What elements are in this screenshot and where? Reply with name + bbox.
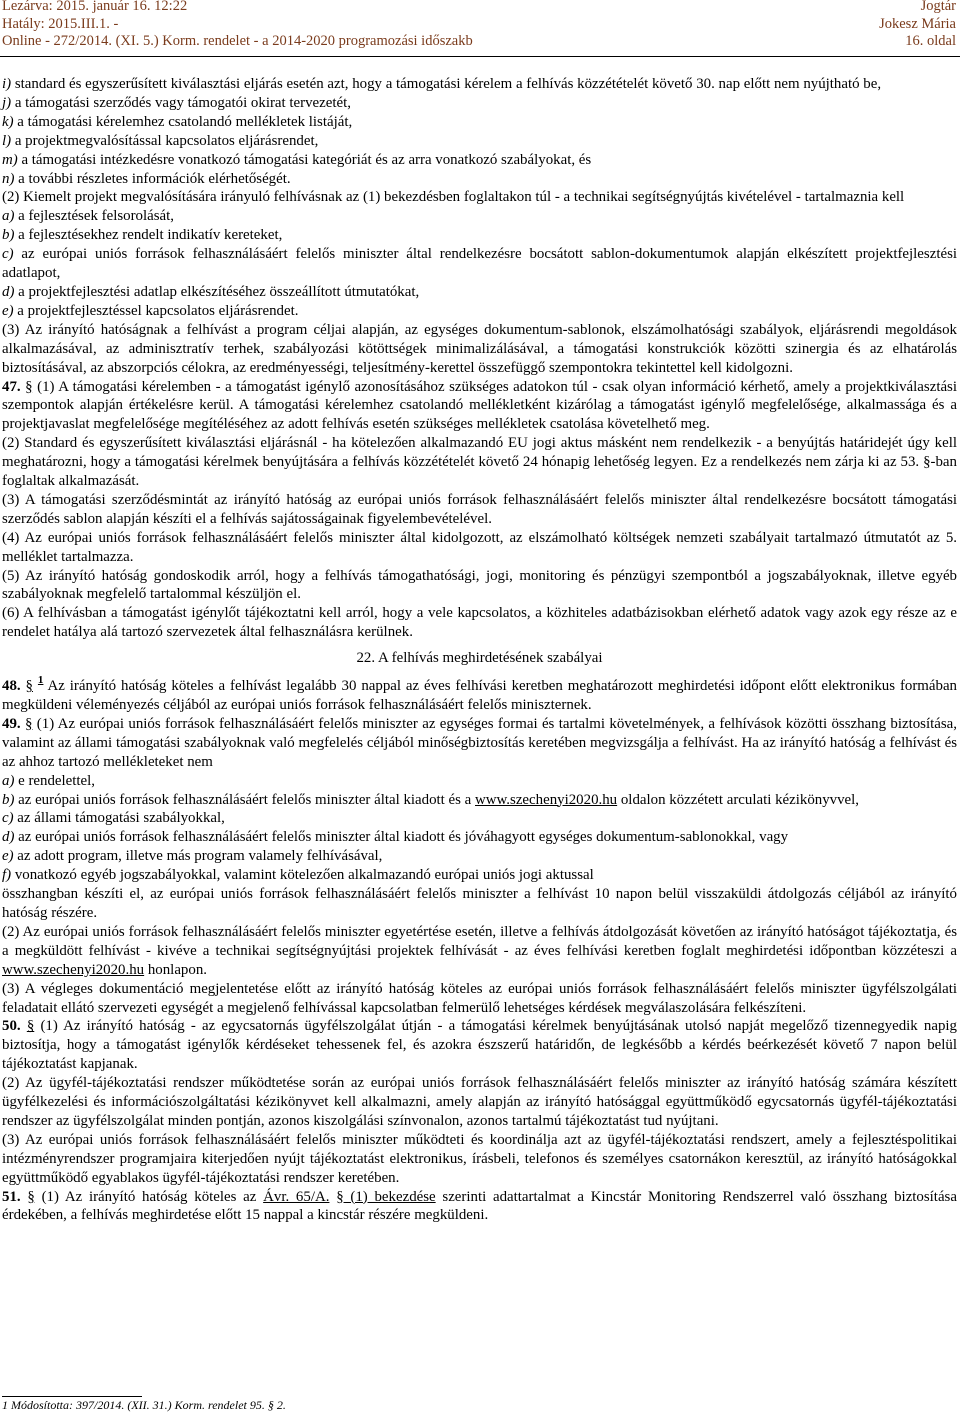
list-item-k [2,113,957,132]
header-meta-left [2,0,473,51]
footnote-divider [2,1396,142,1397]
list-item-i [2,75,957,94]
item-label: c) [2,246,14,263]
item-text: az európai uniós források felhasználásáért felelős miniszter által rendelkezésre bocsátott sablon-dokumentumok alapján elkészített projektfejlesztési adatlapot, [2,246,957,282]
section-symbol-link[interactable]: § [24,715,33,732]
list-item-c [2,809,957,828]
section-symbol-link[interactable]: § [25,378,33,395]
section-50-1 [2,1017,957,1074]
section-heading-22: 22. A felhívás meghirdetésének szabályai [356,650,603,667]
item-text: az európai uniós források felhasználásáért felelős miniszter által kiadott és jóváhagyott egységes dokumentum-sablonokkal, vagy [14,829,789,846]
section-text: szerinti adattartalmat a Kincstár Monitoring Rendszerrel való összhang biztosítása érdekében, a felhívás meghirdetése előtt 15 nappal a kincstár részére megküldeni. [2,1188,957,1224]
item-label: d) [2,829,15,846]
paragraph-49-2 [2,923,957,980]
section-symbol-link[interactable]: § [26,1018,35,1035]
law-reference-link[interactable]: § (1) bekezdése [336,1188,436,1205]
item-label: j) [2,94,12,111]
list-item-d [2,283,957,302]
list-item-f [2,866,957,885]
list-item-a [2,772,957,791]
item-label: a) [2,772,15,789]
section-text: Az irányító hatóság köteles a felhívást legalább 30 nappal az éves felhívási keretben meghatározott meghirdetési időpont előtt elektronikus formában megküldeni véleményezés céljából az európai uniós források felhasználásáért felelős miniszternek. [2,678,958,713]
paragraph-50-2: (2) Az ügyfél-tájékoztatási rendszer működtetése során az európai uniós források felhasználásáért felelős miniszter az irányító hatóság számára készített ügyfélkezelési és információszolgáltatási kézikönyvet kell alkalmazni, amely alapján az irányító hatósággal együttműködő egycsatornás ügyfél-tájékoztatási rendszer az ügyfélszolgálat minden pontján, azonos kiszolgálási színvonalon, azonos tartalmú tájékoztatást tud nyújtani. [2,1075,957,1129]
item-label: b) [2,791,15,808]
item-label: n) [2,170,15,187]
section-symbol-link[interactable]: § [25,678,33,695]
item-text: a projektfejlesztéssel kapcsolatos eljárásrendet. [13,302,299,319]
header-document-title: Online - 272/2014. (XI. 5.) Korm. rendelet - a 2014-2020 programozási időszakb [2,33,473,49]
section-number: 49. [2,715,21,732]
item-label: f) [2,867,12,884]
list-item-n [2,170,957,189]
website-link[interactable]: www.szechenyi2020.hu [475,791,618,808]
paragraph-49-3: (3) A végleges dokumentáció megjelentetése előtt az irányító hatóság köteles az európai uniós források felhasználásáért felelős miniszter ügyfélszolgálati feladatait ellátó szervezeti egységét a megjelenő felhívással kapcsolatban felmerülő lehetséges kérdések megválaszolására felkészíteni. [2,980,957,1016]
item-label: l) [2,132,12,149]
item-label: a) [2,208,15,225]
list-item-l [2,132,957,151]
item-text: e rendelettel, [14,772,96,789]
paragraph-49-after: összhangban készíti el, az európai uniós források felhasználásáért felelős miniszter a felhívást 10 napon belül visszaküldi átdolgozás céljából az irányító hatóság részére. [2,886,957,921]
paragraph-47-5: (5) Az irányító hatóság gondoskodik arról, hogy a felhívás támogathatósági, jogi, monitoring és pénzügyi szempontból a jogszabályoknak, illetve egyéb szabályoknak megfelelő tartalommal készüljön el. [2,567,957,603]
section-47-1 [2,378,957,435]
header-closed-date: Lezárva: 2015. január 16. 12:22 [2,0,188,14]
section-51-1 [2,1188,957,1226]
paragraph-47-6: (6) A felhívásban a támogatást igénylőt tájékoztatni kell arról, hogy a vele kapcsolatos, a közhiteles adatbázisokban elérhető adatok vagy azok egy része az e rendelet hatálya alá tartozó szervezetek által felhasználásra kerülnek. [2,605,957,641]
paragraph-47-2: (2) Standard és egyszerűsített kiválasztási eljárásnál - ha kötelezően alkalmazandó EU jogi aktus másként nem rendelkezik - a benyújtás határidejét úgy kell meghatározni, hogy a támogatási kérelmek benyújtására a felhívás közzétételét követő 24 hónapig lehetőség legyen. Ez a rendelkezés nem zárja ki az 53. §-ban foglaltak alkalmazását. [2,435,957,490]
document-body [2,75,957,1225]
section-number: 51. [2,1188,21,1205]
section-text: (1) A támogatási kérelemben - a támogatást igénylő azonosításához szükséges adatokon túl - csak olyan információ kérhető, amely a projektkiválasztási szempontok alapján értékelésre kerül. A támogatási kérelemhez csatolandó mellékletként kizárólag a támogatást igénylő megfelelősége, alkalmassága és a projektjavaslat megfelelősége megítéléséhez az adott felhívás esetén szükséges mellékletek csatolása követelhető meg. [2,378,957,433]
header-page-number: 16. oldal [905,33,956,49]
paragraph-47-3: (3) A támogatási szerződésmintát az irányító hatóság az európai uniós források felhasználásáért felelős miniszter által rendelkezésre bocsátott támogatási szerződés sablon alapján készíti el a felhívás sajátosságainak figyelembevételével. [2,491,957,527]
list-item-d [2,828,957,847]
paragraph-text: (2) Az európai uniós források felhasználásáért felelős miniszter egyetértése esetén, illetve a felhívás átdolgozását követően az irányító hatóságot tájékoztatja, és a megküldött felhívást - kivéve a technikai segítségnyújtási projektek felhívását - az éves felhívási keretben foglalt meghirdetési időpontban közzéteszi a [2,923,957,959]
item-text: az európai uniós források felhasználásáért felelős miniszter által kiadott és a [14,791,476,808]
item-text: oldalon közzétett arculati kézikönyvvel, [617,791,860,808]
item-label: e) [2,848,14,865]
paragraph-50-3: (3) Az európai uniós források felhasználásáért felelős miniszter működteti és koordinálja azt az ügyfél-tájékoztatási rendszert, amely a fejlesztéspolitikai intézményrendszer programjaira kiterjedően nyújt tájékoztatást elektronikus, írásbeli, telefonos és személyes csatornákon keresztül, az irányító hatóságokkal együttműködő egyablakos ügyfél-tájékoztatási rendszer keretében. [2,1131,957,1186]
header-user-name: Jokesz Mária [879,15,956,32]
law-reference-link[interactable]: Ávr. 65/A. [263,1188,330,1205]
footnote: 1 Módosította: 397/2014. (XII. 31.) Korm. rendelet 95. § 2. [2,1398,286,1412]
section-text: (1) Az irányító hatóság köteles az [34,1188,264,1205]
list-item-j [2,94,957,113]
header-divider [0,56,960,57]
paragraph-text: honlapon. [144,961,207,978]
item-text: az adott program, illetve más program valamely felhívásával, [13,848,383,865]
item-text: a projektfejlesztési adatlap elkészítéséhez összeállított útmutatókat, [14,283,420,300]
paragraph-47-4: (4) Az európai uniós források felhasználásáért felelős miniszter által kidolgozott, az elszámolható költségek nemzeti szabályait tartalmazó útmutatót az 5. melléklet tartalmazza. [2,529,957,565]
item-label: c) [2,810,14,827]
paragraph-46-2: (2) Kiemelt projekt megvalósítására irányuló felhívásnak az (1) bekezdésben foglaltakon túl - a technikai segítségnyújtás kivételével - tartalmaznia kell [2,189,905,206]
paragraph-46-3: (3) Az irányító hatóságnak a felhívást a program céljai alapján, az egységes dokumentum-sablonok, elszámolhatósági szabályok, eljárásrendi megoldások alkalmazásával, az adminisztratív terhek, szabályozási kötöttségek minimalizálásával, a támogatási konstrukciók közötti szinergia és az elhatárolás biztosításával, az abszorpciós célokra, az eredményességi, teljesítmény-kerettel összefüggő szempontokra tekintettel kell kidolgozni. [2,321,957,376]
section-symbol-link[interactable]: § [27,1188,35,1205]
item-label: d) [2,283,15,300]
section-number: 47. [2,378,21,395]
item-text: a támogatási intézkedésre vonatkozó támogatási kategóriát és az arra vonatkozó szabályokat, és [17,151,592,168]
section-number: 48. [2,678,21,695]
page-header [0,0,960,66]
item-text: standard és egyszerűsített kiválasztási eljárás esetén azt, hogy a támogatási kérelem a felhívás közzétételét követő 30. nap előtt nem nyújtható be, [11,76,882,92]
section-text: (1) Az európai uniós források felhasználásáért felelős miniszter az egységes formai és tartalmi követelmények, a felhívások közötti összhang biztosítása, valamint az állami támogatási szabályoknak való megfelelés céljából minőségbiztosítás keretében megvizsgálja a felhívást. Ha az irányító hatóság a felhívást és az ahhoz tartozó mellékleteket nem [2,715,957,770]
header-app-name: Jogtár [920,0,956,14]
item-text: a fejlesztések felsorolását, [14,208,174,225]
list-item-b [2,226,957,245]
section-48 [2,674,958,715]
list-item-e [2,847,957,866]
item-text: a támogatási szerződés vagy támogatói okirat tervezetét, [11,94,351,111]
item-label: e) [2,302,14,319]
item-text: a fejlesztésekhez rendelt indikatív kereteket, [14,227,283,244]
item-text: az állami támogatási szabályokkal, [13,810,225,827]
item-text: a projektmegvalósítással kapcsolatos eljárásrendet, [11,132,319,149]
list-item-e [2,302,957,321]
item-label: m) [2,151,18,168]
section-number: 50. [2,1018,21,1035]
header-effective-date: Hatály: 2015.III.1. - [2,15,119,32]
item-label: k) [2,113,14,130]
list-item-b [2,791,957,810]
list-item-m [2,151,957,170]
footnote-ref-link[interactable]: 1 [37,674,44,687]
list-item-a [2,207,957,226]
item-text: a támogatási kérelemhez csatolandó mellékletek listáját, [13,113,353,130]
website-link[interactable]: www.szechenyi2020.hu [2,961,145,978]
section-49-1 [2,715,957,772]
item-text: a további részletes információk elérhetőségét. [14,170,291,187]
header-meta-right [879,0,956,51]
section-text: (1) Az irányító hatóság - az egycsatornás ügyfélszolgálat útján - a támogatási kérelmek benyújtásának utolsó napját megelőző tizennegyedik napig biztosítja, hogy a támogatást igénylők kérdéseket tehessenek fel, és azokra észszerű határidőn, de legkésőbb a kérdés beérkezését követő 7 napon belül tájékoztatást kapjanak. [2,1018,957,1073]
list-item-c [2,245,957,283]
item-label: b) [2,227,15,244]
item-text: vonatkozó egyéb jogszabályokkal, valamint kötelezően alkalmazandó európai uniós jogi aktussal [11,867,594,884]
item-label: i) [2,76,12,92]
